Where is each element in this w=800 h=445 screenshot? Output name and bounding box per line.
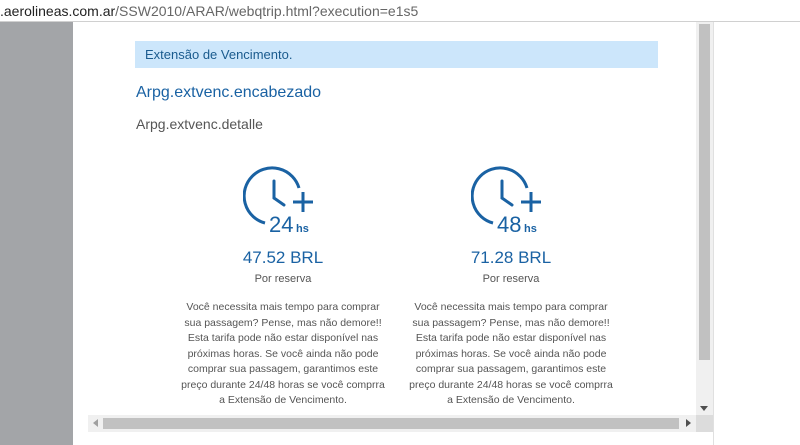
horizontal-scroll-thumb[interactable] bbox=[103, 418, 679, 429]
vertical-scroll-thumb[interactable] bbox=[699, 24, 710, 360]
extension-option-24h[interactable] bbox=[177, 162, 389, 409]
option-description: Você necessita mais tempo para comprar sua passagem? Pense, mas não demore!! Esta tarifa pode não estar disponível nas próximas horas. Se você ainda não pode comprar sua passagem, garantimos este preço durante 24/48 horas se você comprra a Extensão de Vencimento. bbox=[181, 301, 385, 406]
url-domain: .aerolineas.com.ar bbox=[0, 3, 116, 19]
page-right-margin bbox=[713, 22, 800, 445]
hours-suffix: hs bbox=[296, 223, 309, 235]
option-per-label: Por reserva bbox=[482, 273, 540, 285]
scroll-left-arrow-icon[interactable] bbox=[93, 419, 98, 427]
page-headline: Arpg.extvenc.encabezado bbox=[136, 84, 322, 101]
option-description: Você necessita mais tempo para comprar sua passagem? Pense, mas não demore!! Esta tarifa pode não estar disponível nas próximas horas. Se você ainda não pode comprar sua passagem, garantimos este preço durante 24/48 horas se você comprra a Extensão de Vencimento. bbox=[409, 301, 613, 406]
url-text[interactable] bbox=[0, 3, 418, 19]
vertical-scrollbar[interactable] bbox=[696, 22, 713, 415]
option-per-label: Por reserva bbox=[254, 273, 312, 285]
horizontal-scrollbar[interactable] bbox=[88, 415, 696, 432]
page-bottom-strip bbox=[73, 432, 713, 445]
extension-option-48h[interactable] bbox=[405, 162, 617, 409]
section-banner: Extensão de Vencimento. bbox=[135, 41, 658, 68]
address-bar[interactable] bbox=[0, 0, 800, 22]
scroll-down-arrow-icon[interactable] bbox=[700, 406, 708, 411]
option-price: 71.28 BRL bbox=[470, 248, 552, 267]
page-left-gutter bbox=[0, 22, 73, 445]
clock-plus-icon bbox=[471, 162, 551, 238]
hours-suffix: hs bbox=[524, 223, 537, 235]
clock-plus-icon bbox=[243, 162, 323, 238]
page-content bbox=[73, 22, 696, 415]
scroll-right-arrow-icon[interactable] bbox=[686, 419, 691, 427]
url-path: /SSW2010/ARAR/webqtrip.html?execution=e1s5 bbox=[115, 3, 419, 19]
scrollbar-corner bbox=[696, 415, 713, 432]
hours-label: 24 bbox=[269, 212, 294, 237]
option-price: 47.52 BRL bbox=[242, 248, 324, 267]
page-detail: Arpg.extvenc.detalle bbox=[136, 116, 263, 132]
hours-label: 48 bbox=[497, 212, 522, 237]
